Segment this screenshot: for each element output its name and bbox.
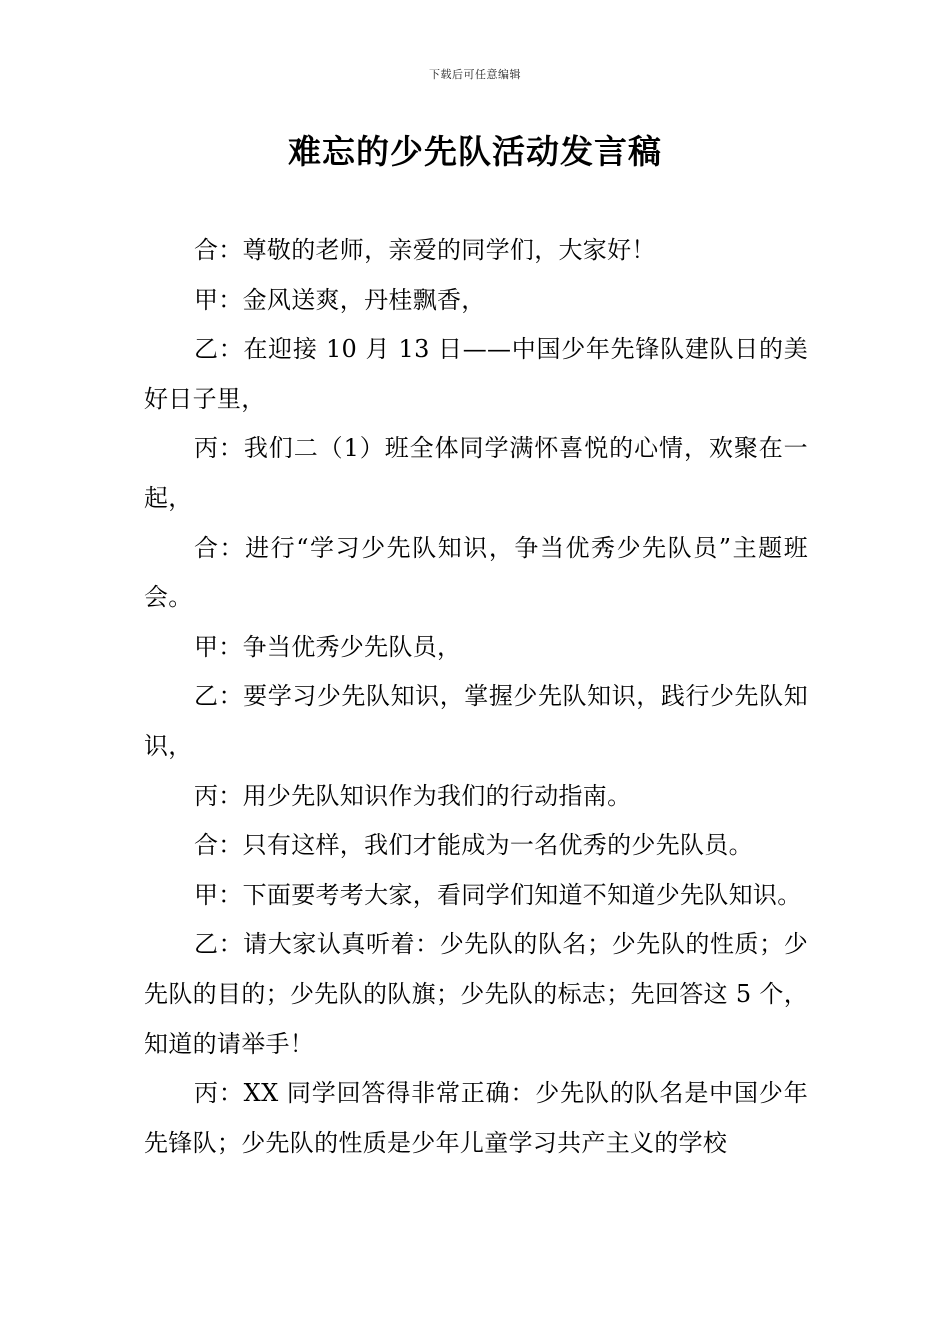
document-title: 难忘的少先队活动发言稿 [288, 132, 662, 171]
paragraph: 乙：在迎接 10 月 13 日——中国少年先锋队建队日的美好日子里， [144, 335, 808, 413]
document-body [144, 226, 808, 1168]
paragraph: 丙：XX 同学回答得非常正确：少先队的队名是中国少年先锋队；少先队的性质是少年儿童学习共产主义的学校 [144, 1079, 808, 1157]
paragraph: 合：只有这样，我们才能成为一名优秀的少先队员。 [194, 831, 753, 860]
paragraph: 甲：争当优秀少先队员， [194, 632, 462, 661]
paragraph: 甲：金风送爽，丹桂飘香， [194, 285, 486, 314]
paragraph: 合：尊敬的老师，亲爱的同学们，大家好！ [194, 236, 656, 264]
paragraph: 合：进行“学习少先队知识，争当优秀少先队员”主题班会。 [144, 533, 808, 612]
header-note: 下载后可任意编辑 [429, 68, 521, 81]
paragraph: 丙：用少先队知识作为我们的行动指南。 [194, 781, 632, 810]
paragraph: 丙：我们二（1）班全体同学满怀喜悦的心情，欢聚在一起， [144, 434, 808, 512]
paragraph: 乙：请大家认真听着：少先队的队名；少先队的性质；少先队的目的；少先队的队旗；少先队的标志；先回答这 5 个，知道的请举手！ [144, 930, 808, 1058]
paragraph: 乙：要学习少先队知识，掌握少先队知识，践行少先队知识， [144, 682, 808, 760]
paragraph: 甲：下面要考考大家，看同学们知道不知道少先队知识。 [194, 880, 802, 909]
